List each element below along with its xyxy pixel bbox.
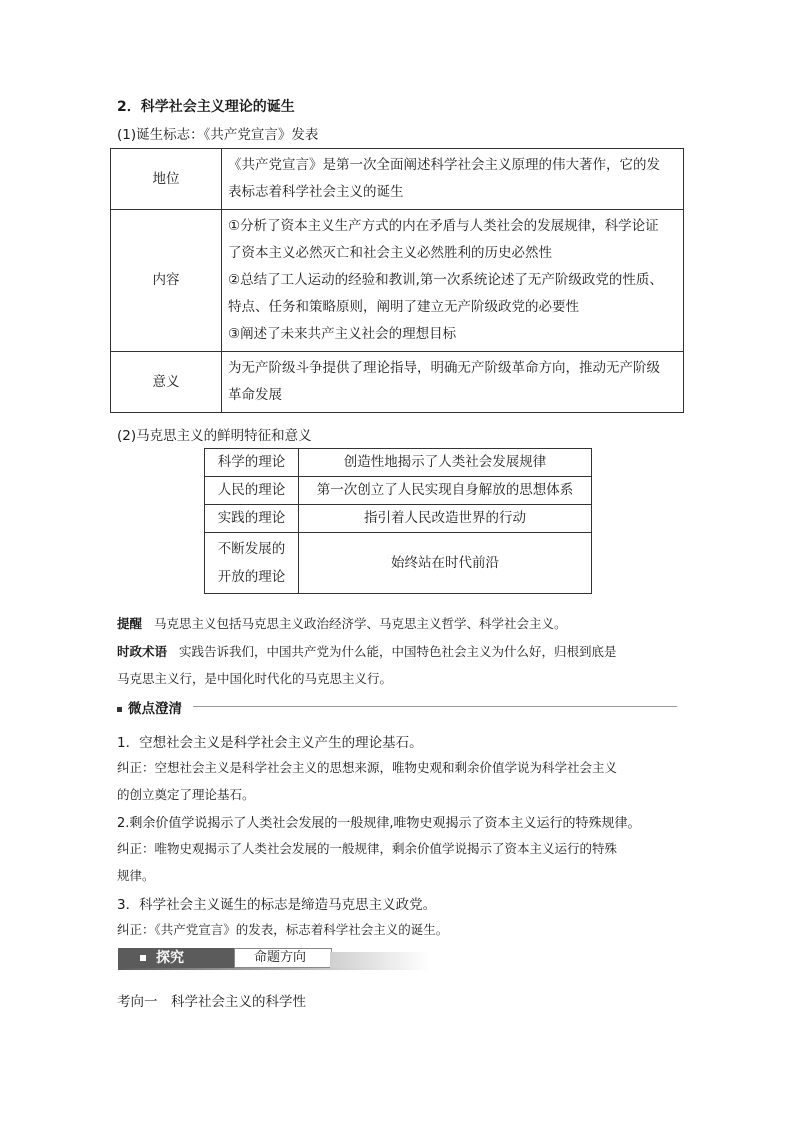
table-row (111, 210, 684, 352)
content-line: 特点、任务和策略原则，阐明了建立无产阶级政党的必要性 (228, 299, 579, 315)
row-label: 意义 (111, 352, 222, 413)
feature-value: 第一次创立了人民实现自身解放的思想体系 (299, 477, 592, 505)
clarify-fix-2-line2: 规律。 (117, 868, 155, 883)
square-bullet-icon (117, 707, 122, 712)
banner-subtitle: 命题方向 (254, 950, 307, 965)
politics-label: 时政术语 (117, 644, 168, 659)
direction-heading: 考向一 科学社会主义的科学性 (117, 994, 306, 1010)
clarify-header (117, 697, 182, 717)
clarify-fix-1-line2: 的创立奠定了理论基石。 (117, 787, 255, 802)
feature-key (205, 533, 299, 594)
content-line: 表标志着科学社会主义的诞生 (228, 184, 404, 200)
table-row (205, 505, 592, 533)
tip-label: 提醒 (117, 616, 143, 631)
feature-key: 人民的理论 (205, 477, 299, 505)
features-table (204, 448, 592, 594)
feature-key: 实践的理论 (205, 505, 299, 533)
content-line: ①分析了资本主义生产方式的内在矛盾与人类社会的发展规律，科学论证 (228, 218, 659, 234)
subsection-features: (2)马克思主义的鲜明特征和意义 (117, 428, 312, 444)
clarify-claim-3: 3．科学社会主义诞生的标志是缔造马克思主义政党。 (117, 897, 437, 913)
politics-note-line1 (117, 642, 617, 660)
feature-value: 创造性地揭示了人类社会发展规律 (299, 449, 592, 477)
clarify-fix-2-line1: 纠正：唯物史观揭示了人类社会发展的一般规律，剩余价值学说揭示了资本主义运行的特殊 (117, 841, 618, 856)
feature-value: 指引着人民改造世界的行动 (299, 505, 592, 533)
feature-key-line: 开放的理论 (217, 569, 286, 585)
banner-title: 探究 (156, 950, 184, 966)
table-row (205, 477, 592, 505)
table-row (205, 533, 592, 594)
row-label: 内容 (111, 210, 222, 352)
table-row (111, 149, 684, 210)
clarify-claim-1: 1．空想社会主义是科学社会主义产生的理论基石。 (117, 735, 423, 751)
clarify-title: 微点澄清 (128, 701, 182, 717)
square-bullet-icon (140, 955, 146, 961)
row-label: 地位 (111, 149, 222, 210)
section-heading: 2．科学社会主义理论的诞生 (117, 99, 295, 115)
row-content (222, 210, 684, 352)
content-line: ③阐述了未来共产主义社会的理想目标 (228, 326, 457, 342)
feature-key: 科学的理论 (205, 449, 299, 477)
subsection-birth-mark: (1)诞生标志：《共产党宣言》发表 (117, 127, 319, 143)
tip-note (117, 614, 567, 632)
birth-table (110, 148, 684, 413)
content-line: ②总结了工人运动的经验和教训,第一次系统论述了无产阶级政党的性质、 (228, 272, 663, 288)
feature-value: 始终站在时代前沿 (299, 533, 592, 594)
table-row (205, 449, 592, 477)
clarify-fix-1-line1: 纠正：空想社会主义是科学社会主义的思想来源，唯物史观和剩余价值学说为科学社会主义 (117, 760, 618, 775)
row-content (222, 149, 684, 210)
clarify-claim-2: 2.剩余价值学说揭示了人类社会发展的一般规律,唯物史观揭示了资本主义运行的特殊规律。 (117, 816, 641, 831)
feature-key-line: 不断发展的 (217, 541, 286, 557)
content-line: 革命发展 (228, 387, 282, 403)
content-line: 《共产党宣言》是第一次全面阐述科学社会主义原理的伟大著作，它的发 (228, 157, 660, 173)
content-line: 为无产阶级斗争提供了理论指导，明确无产阶级革命方向，推动无产阶级 (228, 360, 660, 376)
table-row (111, 352, 684, 413)
politics-text: 实践告诉我们，中国共产党为什么能，中国特色社会主义为什么好，归根到底是 (179, 644, 617, 659)
banner-underline (118, 968, 430, 970)
explore-banner (118, 948, 430, 970)
banner-fade (330, 952, 430, 968)
tip-text: 马克思主义包括马克思主义政治经济学、马克思主义哲学、科学社会主义。 (154, 616, 567, 631)
content-line: 了资本主义必然灭亡和社会主义必然胜利的历史必然性 (228, 245, 552, 261)
politics-note-line2: 马克思主义行，是中国化时代化的马克思主义行。 (117, 671, 393, 686)
row-content (222, 352, 684, 413)
clarify-fix-3-line1: 纠正：《共产党宣言》的发表，标志着科学社会主义的诞生。 (117, 922, 449, 937)
clarify-divider (193, 706, 677, 707)
